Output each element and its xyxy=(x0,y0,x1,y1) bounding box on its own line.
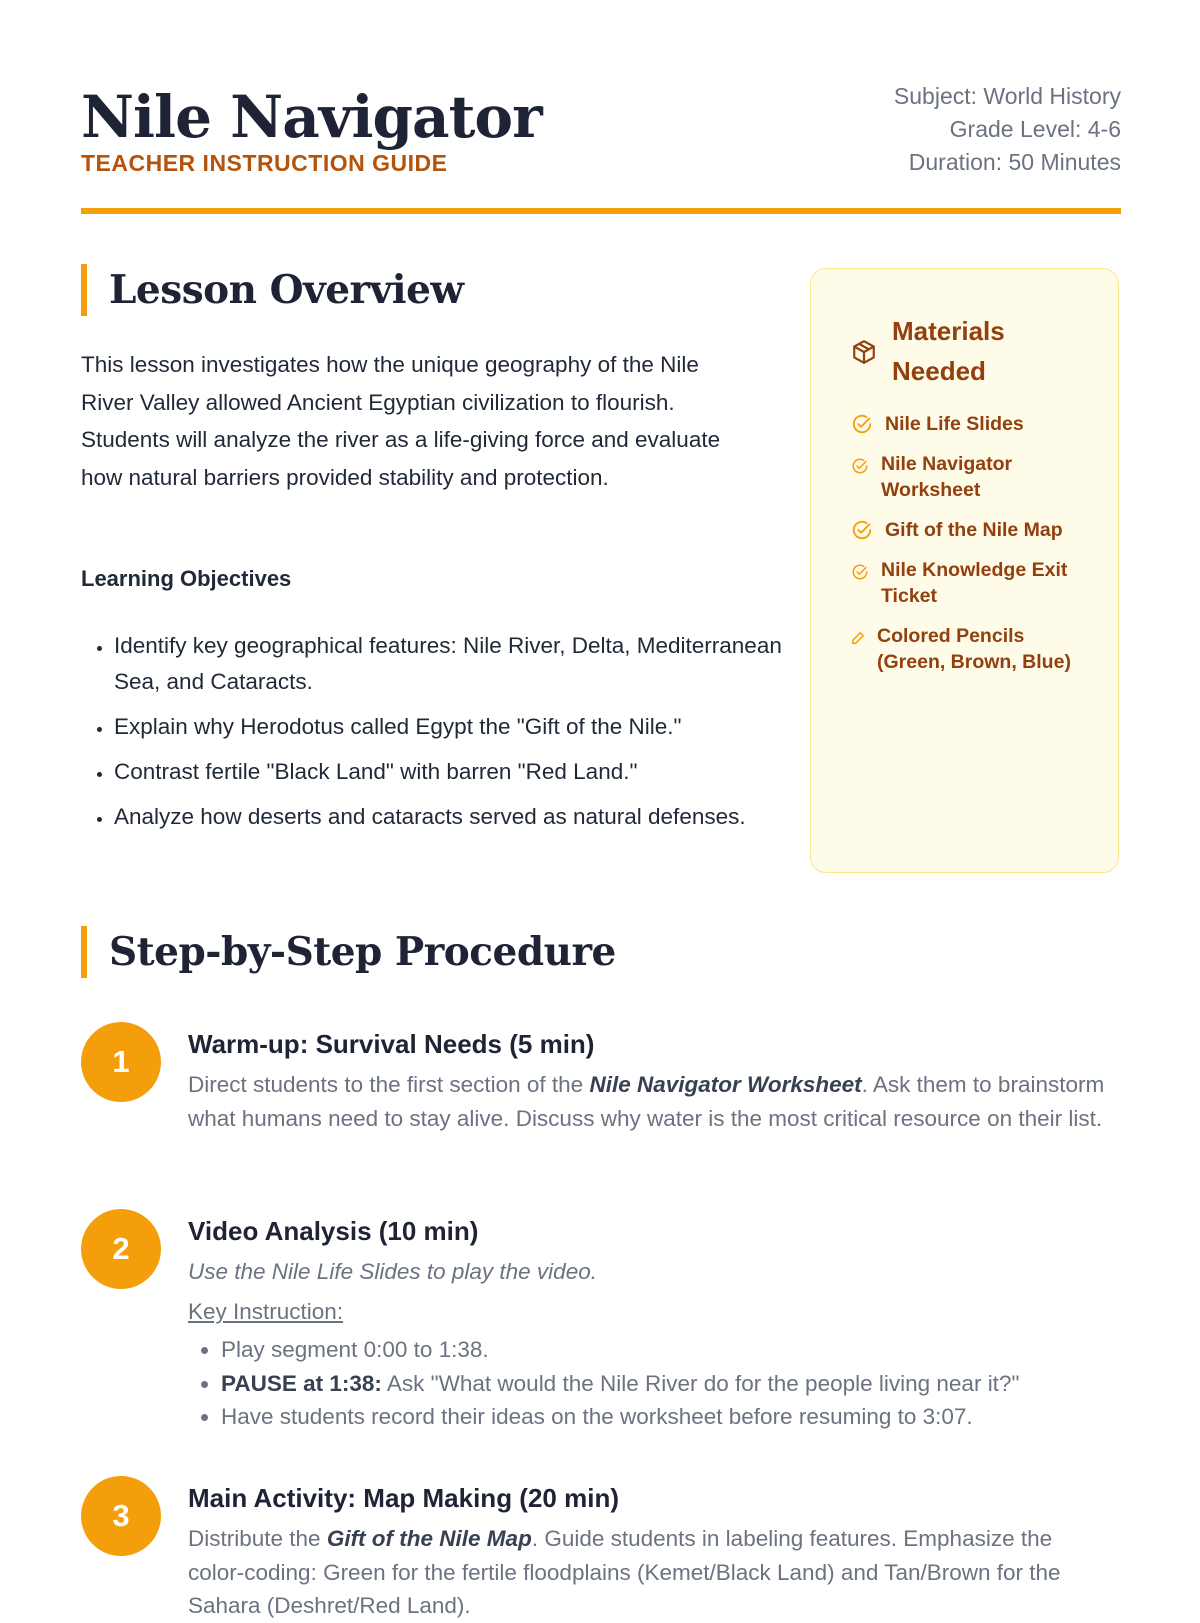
instruction-item: • Play segment 0:00 to 1:38. xyxy=(221,1333,1151,1367)
materials-card xyxy=(810,268,1119,873)
materials-item-label: Colored Pencils (Green, Brown, Blue) xyxy=(877,625,1071,673)
materials-item-label: Nile Navigator Worksheet xyxy=(881,453,1013,501)
header-divider xyxy=(81,208,1121,214)
document-header xyxy=(81,78,1121,210)
meta-grade-level: Grade Level: 4-6 xyxy=(949,116,1121,142)
pencil-icon xyxy=(851,631,865,645)
objective-item: • Analyze how deserts and cataracts served as natural defenses. xyxy=(114,799,804,835)
lesson-meta xyxy=(894,80,1121,179)
step-description: Distribute the Gift of the Nile Map. Guide students in labeling features. Emphasize the color-coding: Green for the fertile floodplains (Kemet/Black Land) and Tan/Brown for the Sahara (Deshret/Red Land). xyxy=(188,1526,1061,1618)
step-number-badge: 2 xyxy=(81,1209,161,1289)
lesson-overview-text: This lesson investigates how the unique geography of the Nile River Valley allowed Ancient Egyptian civilization to flourish. Students will analyze the river as a life-giving force and evaluate how natural barriers provided stability and protection. xyxy=(81,352,721,490)
document-title: Nile Navigator xyxy=(81,83,542,151)
step-title: Main Activity: Map Making (20 min) xyxy=(188,1483,619,1513)
map-reference: Gift of the Nile Map xyxy=(326,1526,532,1551)
procedure-heading: Step-by-Step Procedure xyxy=(81,926,616,978)
objective-item: • Contrast fertile "Black Land" with barren "Red Land." xyxy=(114,754,804,790)
materials-item-label: Nile Life Slides xyxy=(885,413,1024,435)
materials-item-label: Gift of the Nile Map xyxy=(885,519,1063,541)
step-title: Warm-up: Survival Needs (5 min) xyxy=(188,1029,595,1059)
check-circle-icon xyxy=(851,457,869,475)
meta-subject: Subject: World History xyxy=(893,83,1121,109)
objective-item: • Identify key geographical features: Nile River, Delta, Mediterranean Sea, and Cataracts. xyxy=(114,628,804,700)
step-number-badge: 3 xyxy=(81,1476,161,1556)
check-circle-icon xyxy=(851,563,869,581)
materials-item xyxy=(851,517,1095,543)
meta-duration: Duration: 50 Minutes xyxy=(908,149,1121,175)
materials-item xyxy=(851,623,1087,675)
teacher-guide-page xyxy=(81,0,1121,1618)
materials-title: Materials Needed xyxy=(892,316,1005,386)
learning-objectives-title: Learning Objectives xyxy=(81,566,292,591)
materials-item xyxy=(851,557,1081,609)
objective-item: • Explain why Herodotus called Egypt the "Gift of the Nile." xyxy=(114,709,804,745)
check-circle-icon xyxy=(851,519,873,541)
instruction-item: • PAUSE at 1:38: Ask "What would the Nile River do for the people living near it?" xyxy=(221,1367,1151,1401)
box-icon xyxy=(851,339,877,365)
key-instruction-label: Key Instruction: xyxy=(188,1299,344,1324)
step-title: Video Analysis (10 min) xyxy=(188,1216,479,1246)
materials-item xyxy=(851,451,1071,503)
document-subtitle: TEACHER INSTRUCTION GUIDE xyxy=(81,150,448,176)
step-intro: Use the Nile Life Slides to play the video. xyxy=(188,1259,597,1284)
key-instruction-list xyxy=(188,1333,1151,1434)
step-number-badge: 1 xyxy=(81,1022,161,1102)
worksheet-reference: Nile Navigator Worksheet xyxy=(589,1072,862,1097)
step-description: Direct students to the first section of the Nile Navigator Worksheet. Ask them to brainstorm what humans need to stay alive. Discuss why water is the most critical resource on their list. xyxy=(188,1072,1105,1131)
check-circle-icon xyxy=(851,413,873,435)
instruction-item: • Have students record their ideas on the worksheet before resuming to 3:07. xyxy=(221,1400,1151,1434)
learning-objectives-list xyxy=(81,628,804,844)
lesson-overview-heading: Lesson Overview xyxy=(81,264,463,316)
materials-item xyxy=(851,411,1085,437)
materials-item-label: Nile Knowledge Exit Ticket xyxy=(881,559,1068,607)
